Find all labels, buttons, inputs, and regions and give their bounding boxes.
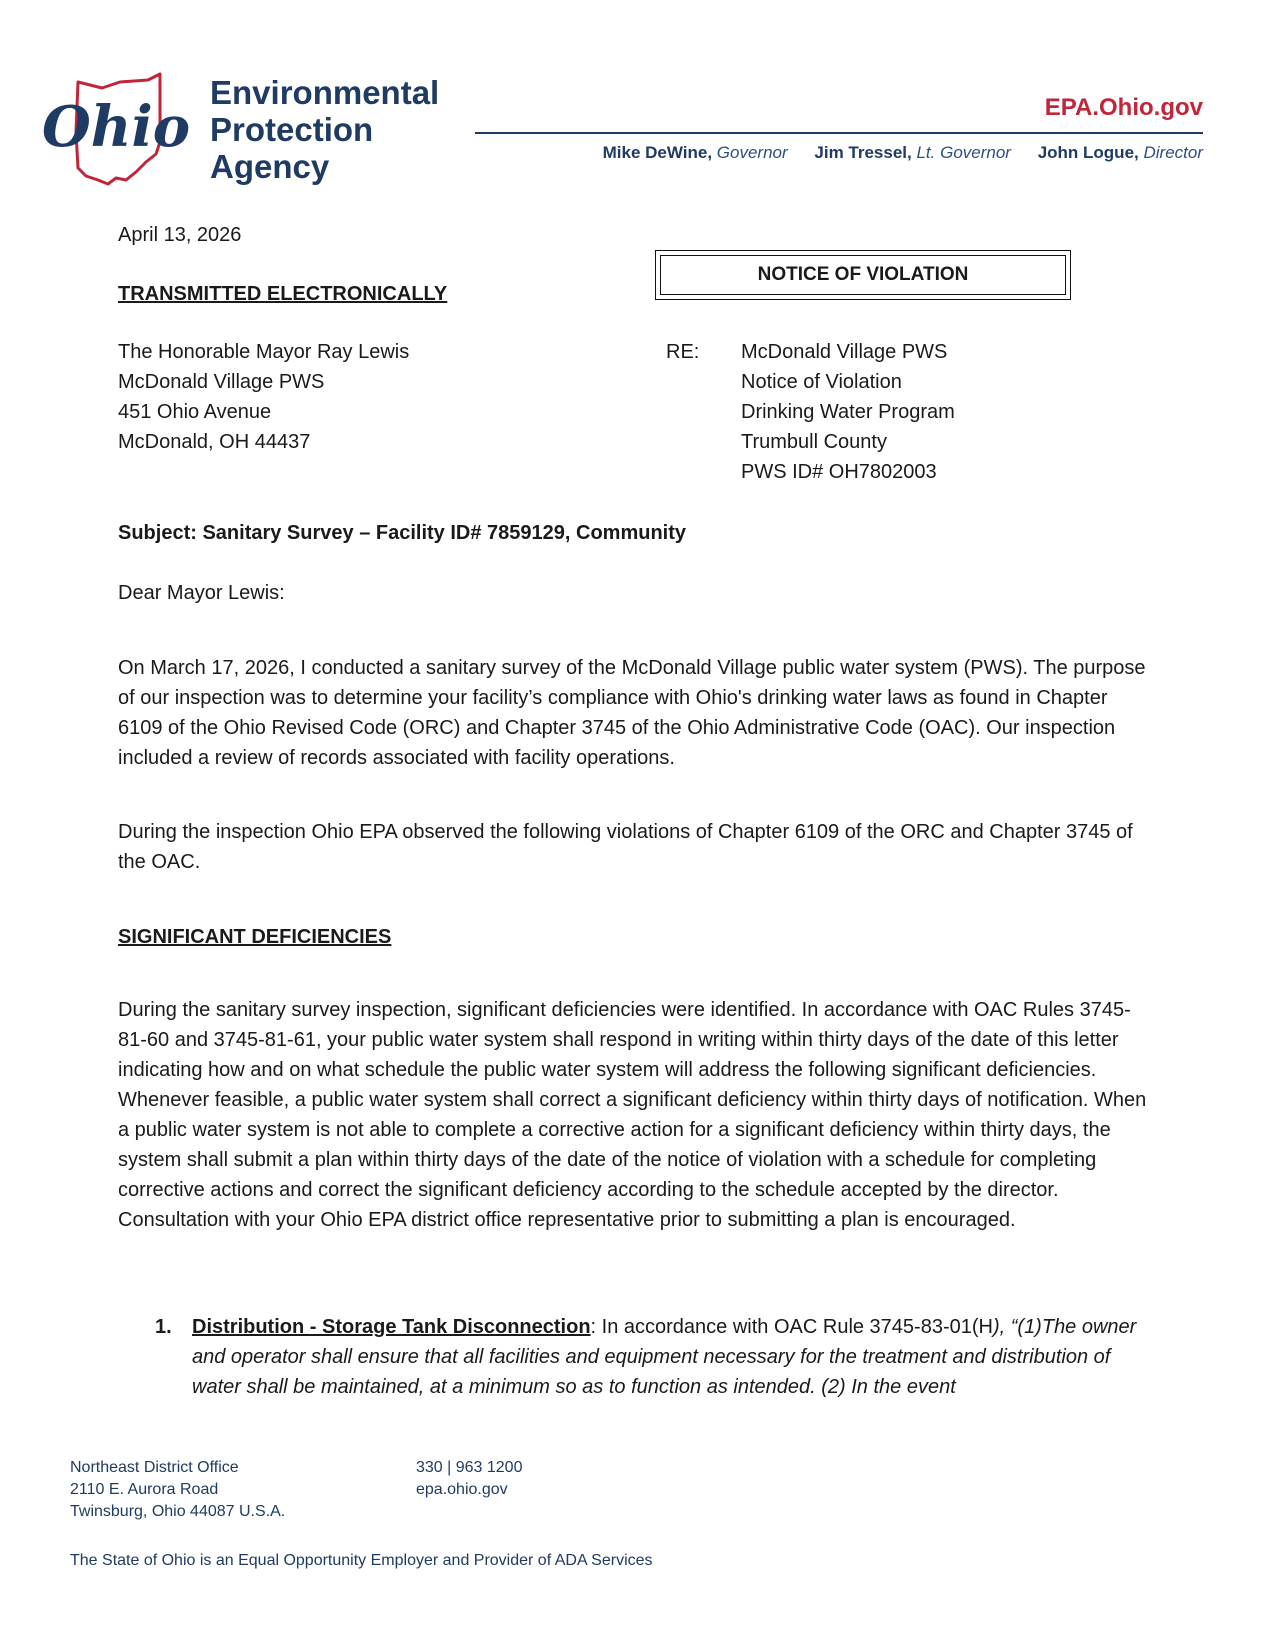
item-title: Distribution - Storage Tank Disconnection [192,1316,591,1338]
header-divider [475,132,1203,134]
letter-date: April 13, 2026 [118,224,242,246]
re-line: Drinking Water Program [741,401,955,423]
item-number: 1. [155,1316,172,1338]
ohio-script-wordmark: Ohio [42,94,191,160]
body-paragraph-1: On March 17, 2026, I conducted a sanitary survey of the McDonald Village public water system (PWS). The purpose of our inspection was to determine your facility’s compliance with Ohio's drinking water laws as found in Chapter 6109 of the Ohio Revised Code (ORC) and Chapter 3745 of the Ohio Administrative Code (OAC). Our inspection included a review of records associated with facility operations. [118,657,1146,769]
official-lt-governor: Jim Tressel, Lt. Governor [814,143,1011,162]
item-quote: ), “(1)The owner and operator shall ensure that all facilities and equipment necessary for the treatment and distribution of water shall be maintained, at a minimum so as to function as intended. (2) In the event [192,1316,1137,1398]
official-director: John Logue, Director [1037,143,1203,162]
agency-line: Agency [210,148,330,185]
footer-equal-opportunity: The State of Ohio is an Equal Opportunity Employer and Provider of ADA Services [70,1552,653,1569]
ohio-epa-logo [40,72,200,188]
re-line: Notice of Violation [741,371,902,393]
official-governor: Mike DeWine, Governor [602,143,788,162]
footer-line: 2110 E. Aurora Road [70,1481,219,1498]
officials-line [581,143,1203,163]
recipient-address [118,337,409,457]
agency-line: Protection [210,111,374,148]
re-label: RE: [666,341,700,363]
section-heading: SIGNIFICANT DEFICIENCIES [118,926,392,948]
recipient-line: McDonald Village PWS [118,371,325,393]
footer-phone: 330 | 963 1200 [416,1459,523,1476]
body-paragraph-3: During the sanitary survey inspection, significant deficiencies were identified. In accordance with OAC Rules 3745-81-60 and 3745-81-61, your public water system shall respond in writing within thirty days of the date of this letter indicating how and on what schedule the public water system will address the following significant deficiencies. Whenever feasible, a public water system shall correct a significant deficiency within thirty days of notification. When a public water system is not able to complete a corrective action for a significant deficiency within thirty days, the system shall submit a plan within thirty days of the date of the notice of violation with a schedule for completing corrective actions and correct the significant deficiency according to the schedule accepted by the director. Consultation with your Ohio EPA district office representative prior to submitting a plan is encouraged. [118,999,1147,1231]
re-line: McDonald Village PWS [741,341,948,363]
recipient-line: The Honorable Mayor Ray Lewis [118,341,410,363]
item-lead: : In accordance with OAC Rule 3745-83-01(H [590,1316,993,1338]
footer-office-address [70,1457,285,1523]
footer-line: Northeast District Office [70,1459,239,1476]
recipient-line: McDonald, OH 44437 [118,431,311,453]
re-line: Trumbull County [741,431,887,453]
salutation: Dear Mayor Lewis: [118,582,285,604]
notice-of-violation-box [655,250,1071,300]
subject-line: Subject: Sanitary Survey – Facility ID# 7859129, Community [118,522,687,544]
website-link[interactable]: EPA.Ohio.gov [1044,94,1203,121]
footer-website[interactable]: epa.ohio.gov [416,1481,508,1498]
body-paragraph-2: During the inspection Ohio EPA observed the following violations of Chapter 6109 of the ORC and Chapter 3745 of the OAC. [118,821,1133,873]
footer-line: Twinsburg, Ohio 44087 U.S.A. [70,1503,286,1520]
re-block [741,337,955,487]
recipient-line: 451 Ohio Avenue [118,401,272,423]
re-line: PWS ID# OH7802003 [741,461,937,483]
footer-contact [416,1457,522,1501]
agency-name [210,74,439,185]
deficiency-item-1 [192,1312,1152,1402]
notice-box-label: NOTICE OF VIOLATION [660,255,1066,295]
agency-line: Environmental [210,74,440,111]
transmittal-note: TRANSMITTED ELECTRONICALLY [118,283,448,305]
